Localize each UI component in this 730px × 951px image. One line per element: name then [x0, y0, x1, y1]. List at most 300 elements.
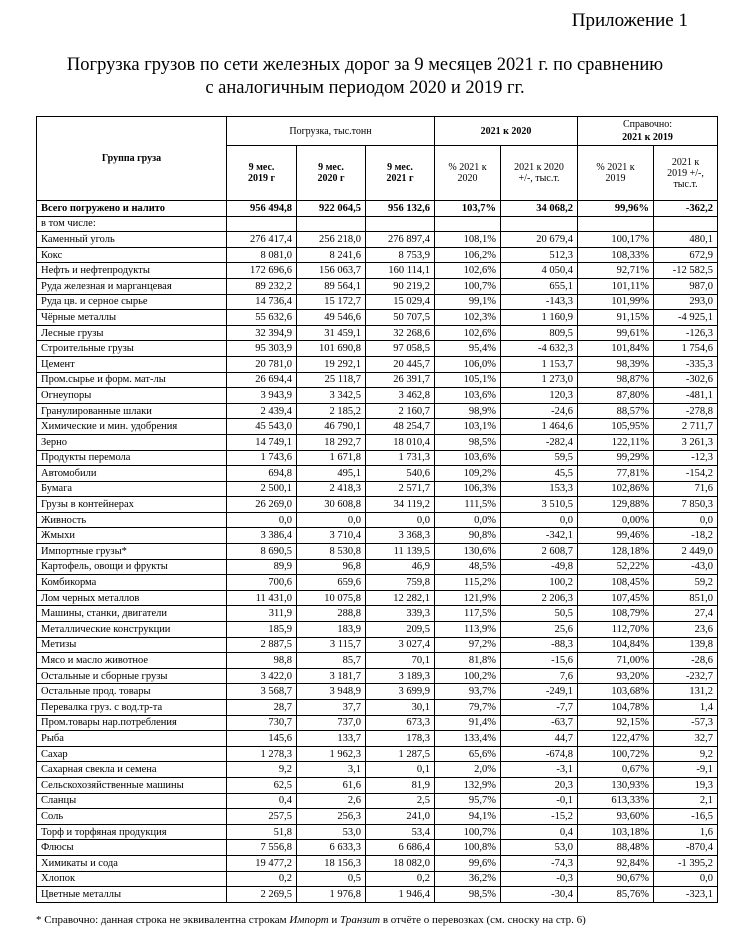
cell-2020: 49 546,6: [297, 310, 366, 326]
header-diff-2020: 2021 к 2020 +/-, тыс.т.: [501, 146, 578, 201]
cell-diff-2019: 293,0: [654, 294, 718, 310]
cell-2020: 1 976,8: [297, 887, 366, 903]
cell-2020: 3 342,5: [297, 388, 366, 404]
cell-diff-2020: 809,5: [501, 325, 578, 341]
cell-2019: 700,6: [227, 575, 297, 591]
cargo-table: [36, 116, 718, 903]
cell-diff-2019: 7 850,3: [654, 497, 718, 513]
cell-pct-2019: 103,18%: [578, 824, 654, 840]
cell-2019: 89 232,2: [227, 278, 297, 294]
cell-diff-2019: 3 261,3: [654, 434, 718, 450]
cell-2020: 46 790,1: [297, 419, 366, 435]
cell-pct-2019: 88,57%: [578, 403, 654, 419]
cell-diff-2019: -126,3: [654, 325, 718, 341]
cell-2021: 1 287,5: [366, 746, 435, 762]
cell-pct-2020: 117,5%: [435, 606, 501, 622]
cell-group: Бумага: [37, 481, 227, 497]
empty-cell: [435, 216, 501, 232]
cell-2019: 26 694,4: [227, 372, 297, 388]
empty-cell: [297, 216, 366, 232]
cell-2020: 18 292,7: [297, 434, 366, 450]
cell-2021: 53,4: [366, 824, 435, 840]
cell-pct-2019: 71,00%: [578, 653, 654, 669]
cell-pct-2019: 108,33%: [578, 247, 654, 263]
cell-pct-2019: 77,81%: [578, 466, 654, 482]
cell-pct-2020: 0,0%: [435, 512, 501, 528]
cell-2020: 2 418,3: [297, 481, 366, 497]
cell-group: Цемент: [37, 356, 227, 372]
cell-pct-2019: 0,00%: [578, 512, 654, 528]
cell-2019: 276 417,4: [227, 232, 297, 248]
cell-2020: 3 948,9: [297, 684, 366, 700]
cell-2021: 90 219,2: [366, 278, 435, 294]
footnote-import: Импорт: [289, 914, 329, 926]
cell-diff-2020: -3,1: [501, 762, 578, 778]
cell-2020: 89 564,1: [297, 278, 366, 294]
cell-2020: 61,6: [297, 777, 366, 793]
cell-diff-2019: -18,2: [654, 528, 718, 544]
cell-pct-2019: 122,47%: [578, 731, 654, 747]
cell-pct-2020: 79,7%: [435, 700, 501, 716]
cell-group: Перевалка груз. с вод.тр-та: [37, 700, 227, 716]
cell-group: Машины, станки, двигатели: [37, 606, 227, 622]
cell-diff-2019: 19,3: [654, 777, 718, 793]
cell-pct-2019: 108,45%: [578, 575, 654, 591]
cell-pct-2019: 122,11%: [578, 434, 654, 450]
cell-pct-2019: 103,68%: [578, 684, 654, 700]
cell-2021: 956 132,6: [366, 201, 435, 217]
cell-2019: 7 556,8: [227, 840, 297, 856]
cell-pct-2020: 99,1%: [435, 294, 501, 310]
cell-pct-2019: 100,17%: [578, 232, 654, 248]
cell-pct-2020: 103,7%: [435, 201, 501, 217]
cell-2020: 0,5: [297, 871, 366, 887]
cell-2019: 1 278,3: [227, 746, 297, 762]
cell-diff-2019: 0,0: [654, 512, 718, 528]
cell-2020: 3 710,4: [297, 528, 366, 544]
cell-diff-2019: 672,9: [654, 247, 718, 263]
cell-group: Соль: [37, 809, 227, 825]
cell-group: Грузы в контейнерах: [37, 497, 227, 513]
table-row: [37, 466, 718, 482]
cell-2021: 2,5: [366, 793, 435, 809]
cell-2019: 311,9: [227, 606, 297, 622]
cell-group: Цветные металлы: [37, 887, 227, 903]
cell-2019: 51,8: [227, 824, 297, 840]
cell-diff-2020: 153,3: [501, 481, 578, 497]
cell-diff-2020: 4 050,4: [501, 263, 578, 279]
cell-diff-2019: 480,1: [654, 232, 718, 248]
cell-pct-2020: 133,4%: [435, 731, 501, 747]
header-pct-2019: % 2021 к 2019: [578, 146, 654, 201]
cell-2019: 2 269,5: [227, 887, 297, 903]
cell-diff-2020: 34 068,2: [501, 201, 578, 217]
cell-pct-2020: 97,2%: [435, 637, 501, 653]
cell-pct-2020: 102,6%: [435, 263, 501, 279]
empty-cell: [227, 216, 297, 232]
subheader-label: в том числе:: [37, 216, 227, 232]
table-row: [37, 622, 718, 638]
cell-pct-2019: 92,71%: [578, 263, 654, 279]
cell-2021: 209,5: [366, 622, 435, 638]
table-row: [37, 247, 718, 263]
table-row: [37, 512, 718, 528]
header-ref: [578, 117, 718, 146]
header-pct-2020: % 2021 к 2020: [435, 146, 501, 201]
table-row: [37, 388, 718, 404]
cell-2019: 89,9: [227, 559, 297, 575]
cell-2019: 694,8: [227, 466, 297, 482]
cell-pct-2019: 129,88%: [578, 497, 654, 513]
cell-2021: 0,2: [366, 871, 435, 887]
subheader-row: [37, 216, 718, 232]
cell-pct-2020: 95,4%: [435, 341, 501, 357]
cell-2020: 288,8: [297, 606, 366, 622]
cell-2021: 3 027,4: [366, 637, 435, 653]
cell-2021: 30,1: [366, 700, 435, 716]
table-row: [37, 419, 718, 435]
cell-2019: 98,8: [227, 653, 297, 669]
cell-diff-2019: 32,7: [654, 731, 718, 747]
header-cmp-2019: 2021 к 2019: [622, 132, 673, 143]
cell-diff-2020: -63,7: [501, 715, 578, 731]
cell-group: Картофель, овощи и фрукты: [37, 559, 227, 575]
cell-diff-2019: -278,8: [654, 403, 718, 419]
table-row: [37, 310, 718, 326]
table-row: [37, 528, 718, 544]
cell-2021: 3 699,9: [366, 684, 435, 700]
table-row: [37, 232, 718, 248]
cell-pct-2020: 111,5%: [435, 497, 501, 513]
cell-2020: 2,6: [297, 793, 366, 809]
cell-diff-2020: 0,4: [501, 824, 578, 840]
cell-2020: 737,0: [297, 715, 366, 731]
cell-pct-2020: 130,6%: [435, 544, 501, 560]
cell-group: Живность: [37, 512, 227, 528]
cell-pct-2020: 132,9%: [435, 777, 501, 793]
cell-diff-2020: -49,8: [501, 559, 578, 575]
cell-pct-2019: 128,18%: [578, 544, 654, 560]
cell-2021: 3 368,3: [366, 528, 435, 544]
cell-2019: 20 781,0: [227, 356, 297, 372]
cell-pct-2019: 99,29%: [578, 450, 654, 466]
cell-2020: 85,7: [297, 653, 366, 669]
cell-2021: 18 082,0: [366, 855, 435, 871]
table-row: [37, 590, 718, 606]
cell-diff-2019: -1 395,2: [654, 855, 718, 871]
cell-group: Зерно: [37, 434, 227, 450]
cell-diff-2019: -302,6: [654, 372, 718, 388]
cell-diff-2020: 100,2: [501, 575, 578, 591]
cell-diff-2020: 1 273,0: [501, 372, 578, 388]
table-row: [37, 871, 718, 887]
cell-pct-2020: 36,2%: [435, 871, 501, 887]
cell-group: Строительные грузы: [37, 341, 227, 357]
header-loading: Погрузка, тыс.тонн: [227, 117, 435, 146]
cell-2020: 30 608,8: [297, 497, 366, 513]
cell-2019: 956 494,8: [227, 201, 297, 217]
cell-pct-2020: 106,0%: [435, 356, 501, 372]
cell-diff-2020: 20 679,4: [501, 232, 578, 248]
cell-group: Продукты перемола: [37, 450, 227, 466]
table-row: [37, 434, 718, 450]
cell-group: Автомобили: [37, 466, 227, 482]
cell-2019: 19 477,2: [227, 855, 297, 871]
cell-diff-2019: 1 754,6: [654, 341, 718, 357]
cell-diff-2020: 512,3: [501, 247, 578, 263]
cell-pct-2020: 108,1%: [435, 232, 501, 248]
cell-group: Рыба: [37, 731, 227, 747]
cell-2021: 0,0: [366, 512, 435, 528]
cell-pct-2020: 100,8%: [435, 840, 501, 856]
cell-diff-2020: -30,4: [501, 887, 578, 903]
cell-2020: 37,7: [297, 700, 366, 716]
cell-pct-2019: 93,20%: [578, 668, 654, 684]
cell-pct-2019: 101,99%: [578, 294, 654, 310]
cell-group: Жмыхи: [37, 528, 227, 544]
empty-cell: [578, 216, 654, 232]
cell-pct-2020: 113,9%: [435, 622, 501, 638]
cell-pct-2020: 65,6%: [435, 746, 501, 762]
cell-2019: 28,7: [227, 700, 297, 716]
cell-2021: 18 010,4: [366, 434, 435, 450]
table-row: [37, 668, 718, 684]
cell-2020: 659,6: [297, 575, 366, 591]
cell-diff-2020: -15,2: [501, 809, 578, 825]
cell-diff-2019: 851,0: [654, 590, 718, 606]
cell-pct-2019: 100,72%: [578, 746, 654, 762]
cell-diff-2019: -43,0: [654, 559, 718, 575]
header-y2019: 9 мес. 2019 г: [227, 146, 297, 201]
cell-2019: 257,5: [227, 809, 297, 825]
cell-2020: 15 172,7: [297, 294, 366, 310]
cell-diff-2020: -342,1: [501, 528, 578, 544]
cell-pct-2019: 92,15%: [578, 715, 654, 731]
cell-2021: 11 139,5: [366, 544, 435, 560]
cell-pct-2020: 115,2%: [435, 575, 501, 591]
cell-pct-2020: 106,2%: [435, 247, 501, 263]
table-row: [37, 325, 718, 341]
cell-2020: 2 185,2: [297, 403, 366, 419]
cell-pct-2019: 87,80%: [578, 388, 654, 404]
cell-pct-2019: 101,11%: [578, 278, 654, 294]
cell-2019: 1 743,6: [227, 450, 297, 466]
cell-2020: 19 292,1: [297, 356, 366, 372]
cell-2021: 2 160,7: [366, 403, 435, 419]
table-row: [37, 637, 718, 653]
footnote: [36, 914, 586, 926]
cell-2021: 26 391,7: [366, 372, 435, 388]
cell-pct-2019: 107,45%: [578, 590, 654, 606]
cell-pct-2019: 85,76%: [578, 887, 654, 903]
cell-2019: 0,2: [227, 871, 297, 887]
title-line-1: Погрузка грузов по сети железных дорог за 9 месяцев 2021 г. по сравнению: [66, 55, 664, 75]
table-row: [37, 715, 718, 731]
cell-pct-2020: 91,4%: [435, 715, 501, 731]
cell-group: Руда цв. и серное сырье: [37, 294, 227, 310]
table-row: [37, 372, 718, 388]
cell-pct-2019: 99,61%: [578, 325, 654, 341]
cell-diff-2020: -24,6: [501, 403, 578, 419]
cell-2019: 0,4: [227, 793, 297, 809]
table-row: [37, 497, 718, 513]
cell-2019: 3 422,0: [227, 668, 297, 684]
cell-2021: 241,0: [366, 809, 435, 825]
cell-2021: 759,8: [366, 575, 435, 591]
table-row: [37, 294, 718, 310]
cell-diff-2020: 59,5: [501, 450, 578, 466]
header-y2021: 9 мес. 2021 г: [366, 146, 435, 201]
cell-2020: 495,1: [297, 466, 366, 482]
cell-pct-2020: 100,7%: [435, 824, 501, 840]
cell-group: Нефть и нефтепродукты: [37, 263, 227, 279]
cell-diff-2019: 2 449,0: [654, 544, 718, 560]
cell-diff-2019: -335,3: [654, 356, 718, 372]
table-header: [37, 117, 718, 201]
cell-diff-2020: 3 510,5: [501, 497, 578, 513]
cell-pct-2020: 106,3%: [435, 481, 501, 497]
cell-2019: 55 632,6: [227, 310, 297, 326]
cell-2021: 178,3: [366, 731, 435, 747]
cell-pct-2019: 91,15%: [578, 310, 654, 326]
cell-2021: 0,1: [366, 762, 435, 778]
cell-diff-2019: 71,6: [654, 481, 718, 497]
header-ref-label: Справочно:: [623, 119, 673, 130]
cell-2019: 185,9: [227, 622, 297, 638]
table-row: [37, 481, 718, 497]
table-row: [37, 746, 718, 762]
cell-pct-2020: 93,7%: [435, 684, 501, 700]
cell-pct-2020: 81,8%: [435, 653, 501, 669]
empty-cell: [654, 216, 718, 232]
cell-diff-2020: 45,5: [501, 466, 578, 482]
cell-2021: 1 946,4: [366, 887, 435, 903]
cell-2019: 2 887,5: [227, 637, 297, 653]
cell-group: Сельскохозяйственные машины: [37, 777, 227, 793]
cell-diff-2020: -249,1: [501, 684, 578, 700]
table-row: [37, 809, 718, 825]
cell-group: Остальные прод. товары: [37, 684, 227, 700]
cell-2020: 256,3: [297, 809, 366, 825]
cell-2019: 3 568,7: [227, 684, 297, 700]
cell-2019: 2 500,1: [227, 481, 297, 497]
cell-pct-2020: 98,9%: [435, 403, 501, 419]
cell-2021: 160 114,1: [366, 263, 435, 279]
cell-2019: 2 439,4: [227, 403, 297, 419]
cell-group: Импортные грузы*: [37, 544, 227, 560]
cell-2021: 15 029,4: [366, 294, 435, 310]
table-row: [37, 559, 718, 575]
cell-2021: 20 445,7: [366, 356, 435, 372]
cell-pct-2019: 99,96%: [578, 201, 654, 217]
cell-diff-2019: -232,7: [654, 668, 718, 684]
cell-2019: 0,0: [227, 512, 297, 528]
cell-group: Остальные и сборные грузы: [37, 668, 227, 684]
cell-group: Химикаты и сода: [37, 855, 227, 871]
cell-diff-2020: -15,6: [501, 653, 578, 669]
cell-pct-2020: 102,6%: [435, 325, 501, 341]
cell-diff-2020: 1 153,7: [501, 356, 578, 372]
cell-pct-2019: 98,39%: [578, 356, 654, 372]
table-row: [37, 684, 718, 700]
cell-2021: 81,9: [366, 777, 435, 793]
cell-pct-2019: 0,67%: [578, 762, 654, 778]
empty-cell: [366, 216, 435, 232]
table-row: [37, 544, 718, 560]
cell-diff-2019: 27,4: [654, 606, 718, 622]
cell-group: Каменный уголь: [37, 232, 227, 248]
cell-pct-2019: 101,84%: [578, 341, 654, 357]
cell-group: Пром.сырье и форм. мат-лы: [37, 372, 227, 388]
cell-2021: 673,3: [366, 715, 435, 731]
cell-2020: 25 118,7: [297, 372, 366, 388]
cell-group: Руда железная и марганцевая: [37, 278, 227, 294]
cell-diff-2019: -12,3: [654, 450, 718, 466]
cell-pct-2020: 121,9%: [435, 590, 501, 606]
cell-2019: 172 696,6: [227, 263, 297, 279]
cell-2020: 922 064,5: [297, 201, 366, 217]
cell-diff-2019: 59,2: [654, 575, 718, 591]
cell-2019: 8 690,5: [227, 544, 297, 560]
cell-2020: 183,9: [297, 622, 366, 638]
cell-diff-2019: 23,6: [654, 622, 718, 638]
footnote-prefix: * Справочно: данная строка не эквивалентна строкам: [36, 914, 290, 926]
cell-group: Лесные грузы: [37, 325, 227, 341]
cell-2019: 45 543,0: [227, 419, 297, 435]
cell-2020: 8 530,8: [297, 544, 366, 560]
cell-2019: 3 386,4: [227, 528, 297, 544]
cell-pct-2019: 52,22%: [578, 559, 654, 575]
cell-2020: 10 075,8: [297, 590, 366, 606]
cell-diff-2019: -16,5: [654, 809, 718, 825]
cell-pct-2020: 103,1%: [435, 419, 501, 435]
cell-pct-2020: 103,6%: [435, 388, 501, 404]
table-row: [37, 575, 718, 591]
empty-cell: [501, 216, 578, 232]
cell-pct-2019: 108,79%: [578, 606, 654, 622]
cell-2021: 50 707,5: [366, 310, 435, 326]
table-row: [37, 793, 718, 809]
cell-2019: 8 081,0: [227, 247, 297, 263]
cell-2021: 3 462,8: [366, 388, 435, 404]
cell-diff-2020: 2 206,3: [501, 590, 578, 606]
cell-diff-2019: -154,2: [654, 466, 718, 482]
cell-diff-2020: -674,8: [501, 746, 578, 762]
cell-pct-2020: 99,6%: [435, 855, 501, 871]
cell-pct-2020: 98,5%: [435, 434, 501, 450]
cell-diff-2020: -0,1: [501, 793, 578, 809]
cell-2020: 6 633,3: [297, 840, 366, 856]
cell-diff-2020: 7,6: [501, 668, 578, 684]
cell-2019: 730,7: [227, 715, 297, 731]
cell-group: Химические и мин. удобрения: [37, 419, 227, 435]
cell-diff-2020: -7,7: [501, 700, 578, 716]
cell-2021: 276 897,4: [366, 232, 435, 248]
cell-pct-2019: 105,95%: [578, 419, 654, 435]
cell-pct-2019: 92,84%: [578, 855, 654, 871]
footnote-suffix: в отчёте о перевозках (см. сноску на стр. 6): [380, 914, 586, 926]
cell-diff-2020: -282,4: [501, 434, 578, 450]
table-row: [37, 278, 718, 294]
cell-diff-2019: 131,2: [654, 684, 718, 700]
cell-2021: 6 686,4: [366, 840, 435, 856]
appendix-label: Приложение 1: [571, 10, 688, 31]
cell-2021: 2 571,7: [366, 481, 435, 497]
cell-pct-2020: 109,2%: [435, 466, 501, 482]
table-row: [37, 700, 718, 716]
cell-diff-2019: -4 925,1: [654, 310, 718, 326]
cell-2020: 0,0: [297, 512, 366, 528]
